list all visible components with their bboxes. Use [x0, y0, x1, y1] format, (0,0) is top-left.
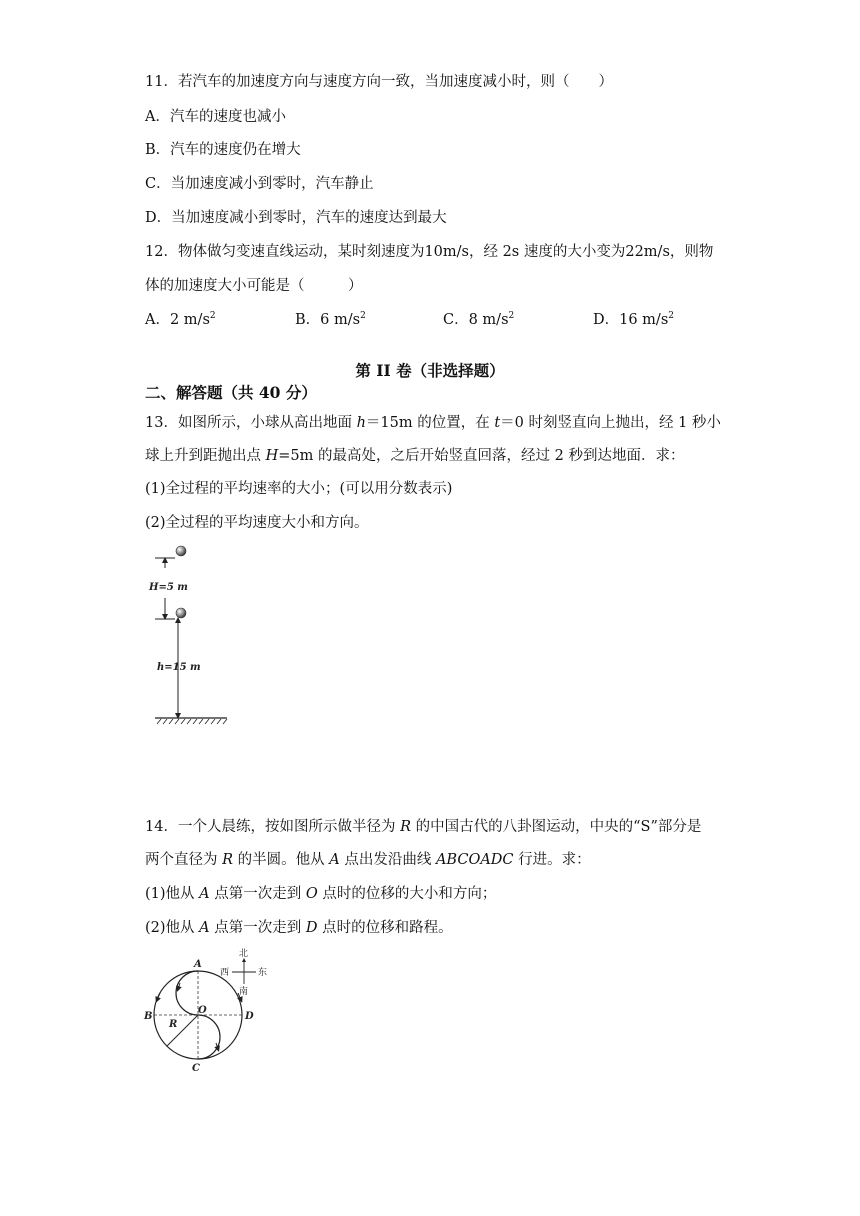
- q12-stem-line1: 12．物体做匀变速直线运动，某时刻速度为10m/s，经 2s 速度的大小变为22m/s，则物: [145, 244, 714, 260]
- q12-option-d: D．16 $m/s^2$: [593, 311, 674, 328]
- q11-option-c: C．当加速度减小到零时，汽车静止: [145, 176, 374, 192]
- q13-sub1: (1)全过程的平均速率的大小；(可以用分数表示): [145, 481, 453, 497]
- compass-north: 北: [239, 949, 249, 959]
- point-O: O: [198, 1005, 207, 1016]
- q13-line2: 球上升到距抛出点 H=5m 的最高处，之后开始竖直回落，经过 2 秒到达地面．求：: [145, 448, 685, 464]
- point-B: B: [144, 1011, 153, 1022]
- label-R: R: [169, 1019, 178, 1030]
- label-H: H=5 m: [149, 582, 188, 593]
- ball-launch: [176, 608, 186, 618]
- q14-sub2: (2)他从 A 点第一次走到 D 点时的位移和路程。: [145, 920, 453, 936]
- q12-option-a: A．2 $m/s^2$: [145, 311, 216, 328]
- q11-option-b: B．汽车的速度仍在增大: [145, 142, 301, 158]
- section-subtitle: 二、解答题（共 40 分）: [145, 383, 317, 402]
- label-h: h=15 m: [157, 662, 201, 673]
- q13-figure: [145, 540, 240, 730]
- point-A: A: [194, 959, 202, 970]
- q12-option-b: B．6 $m/s^2$: [295, 311, 366, 328]
- q11-option-d: D．当加速度减小到零时，汽车的速度达到最大: [145, 210, 447, 226]
- q14-line1: 14．一个人晨练，按如图所示做半径为 R 的中国古代的八卦图运动，中央的“S”部分是: [145, 819, 702, 835]
- q12-option-c: C．8 $m/s^2$: [443, 311, 515, 328]
- compass-west: 西: [220, 968, 230, 978]
- compass-south: 南: [239, 987, 249, 997]
- q14-sub1: (1)他从 A 点第一次走到 O 点时的位移的大小和方向；: [145, 886, 497, 902]
- q14-line2: 两个直径为 R 的半圆。他从 A 点出发沿曲线 ABCOADC 行进。求：: [145, 852, 591, 868]
- compass-east: 东: [258, 968, 268, 978]
- q13-sub2: (2)全过程的平均速度大小和方向。: [145, 515, 369, 531]
- ball-top: [176, 546, 186, 556]
- q11-option-a: A．汽车的速度也减小: [145, 109, 286, 125]
- section-title: 第 II 卷（非选择题）: [355, 361, 505, 380]
- compass: [220, 947, 267, 997]
- point-D: D: [245, 1011, 254, 1022]
- point-C: C: [192, 1063, 200, 1074]
- q11-stem: 11．若汽车的加速度方向与速度方向一致，当加速度减小时，则（ ）: [145, 74, 613, 90]
- q12-stem-line2: 体的加速度大小可能是（ ）: [145, 278, 363, 294]
- q14-figure: [140, 945, 280, 1080]
- q13-line1: 13．如图所示，小球从高出地面 h＝15m 的位置，在 t＝0 时刻竖直向上抛出，经 1 秒小: [145, 415, 721, 431]
